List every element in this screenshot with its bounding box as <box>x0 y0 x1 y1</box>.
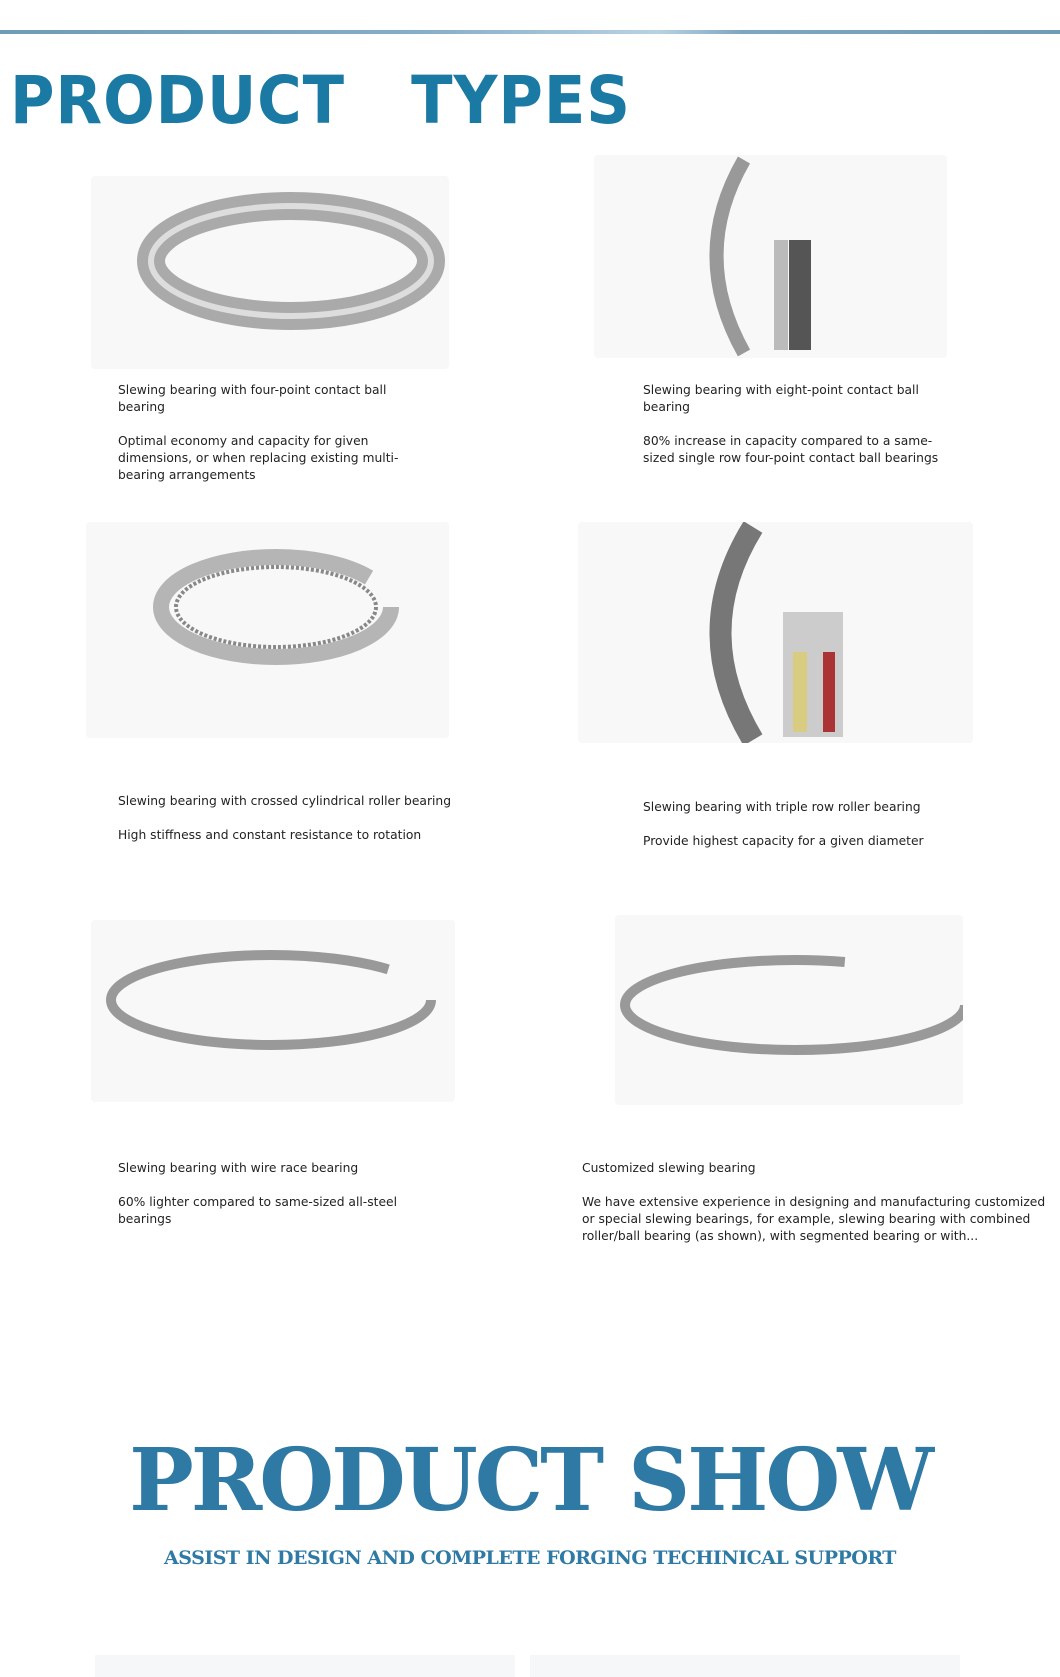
product-description: 80% increase in capacity compared to a same-sized single row four-point contact ball bearings <box>643 434 939 465</box>
product-text-4 <box>643 799 963 867</box>
product-image-triple-row <box>578 522 973 743</box>
product-description: High stiffness and constant resistance to rotation <box>118 828 422 842</box>
product-name: Slewing bearing with eight-point contact ball bearing <box>643 383 919 414</box>
product-image-four-point <box>91 176 449 369</box>
product-image-eight-point <box>594 155 947 358</box>
product-name: Slewing bearing with triple row roller bearing <box>643 800 921 814</box>
product-show-title: PRODUCT SHOW <box>129 1430 931 1531</box>
product-image-wire-race <box>91 920 455 1102</box>
product-text-1 <box>118 382 428 501</box>
product-name: Slewing bearing with four-point contact ball bearing <box>118 383 387 414</box>
product-image-customized <box>615 915 963 1105</box>
product-description: We have extensive experience in designing and manufacturing customized or special slewing bearings, for example, slewing bearing with combined roller/ball bearing (as shown), with segmented bearing or with... <box>582 1195 1046 1243</box>
product-text-3 <box>118 793 458 861</box>
page-title: PRODUCT TYPES <box>10 62 631 139</box>
product-text-2 <box>643 382 963 484</box>
product-text-6 <box>582 1160 1052 1262</box>
top-divider <box>0 30 1060 34</box>
product-description: Optimal economy and capacity for given dimensions, or when replacing existing multi-bearing arrangements <box>118 434 399 482</box>
product-name: Slewing bearing with crossed cylindrical roller bearing <box>118 794 452 808</box>
product-name: Slewing bearing with wire race bearing <box>118 1161 359 1175</box>
product-name: Customized slewing bearing <box>582 1161 756 1175</box>
product-text-5 <box>118 1160 418 1245</box>
next-image-left <box>95 1655 515 1677</box>
next-image-right <box>530 1655 960 1677</box>
product-description: Provide highest capacity for a given diameter <box>643 834 924 848</box>
product-image-crossed-roller <box>86 522 449 738</box>
product-show-subtitle: ASSIST IN DESIGN AND COMPLETE FORGING TECHINICAL SUPPORT <box>164 1547 896 1569</box>
product-description: 60% lighter compared to same-sized all-steel bearings <box>118 1195 398 1226</box>
